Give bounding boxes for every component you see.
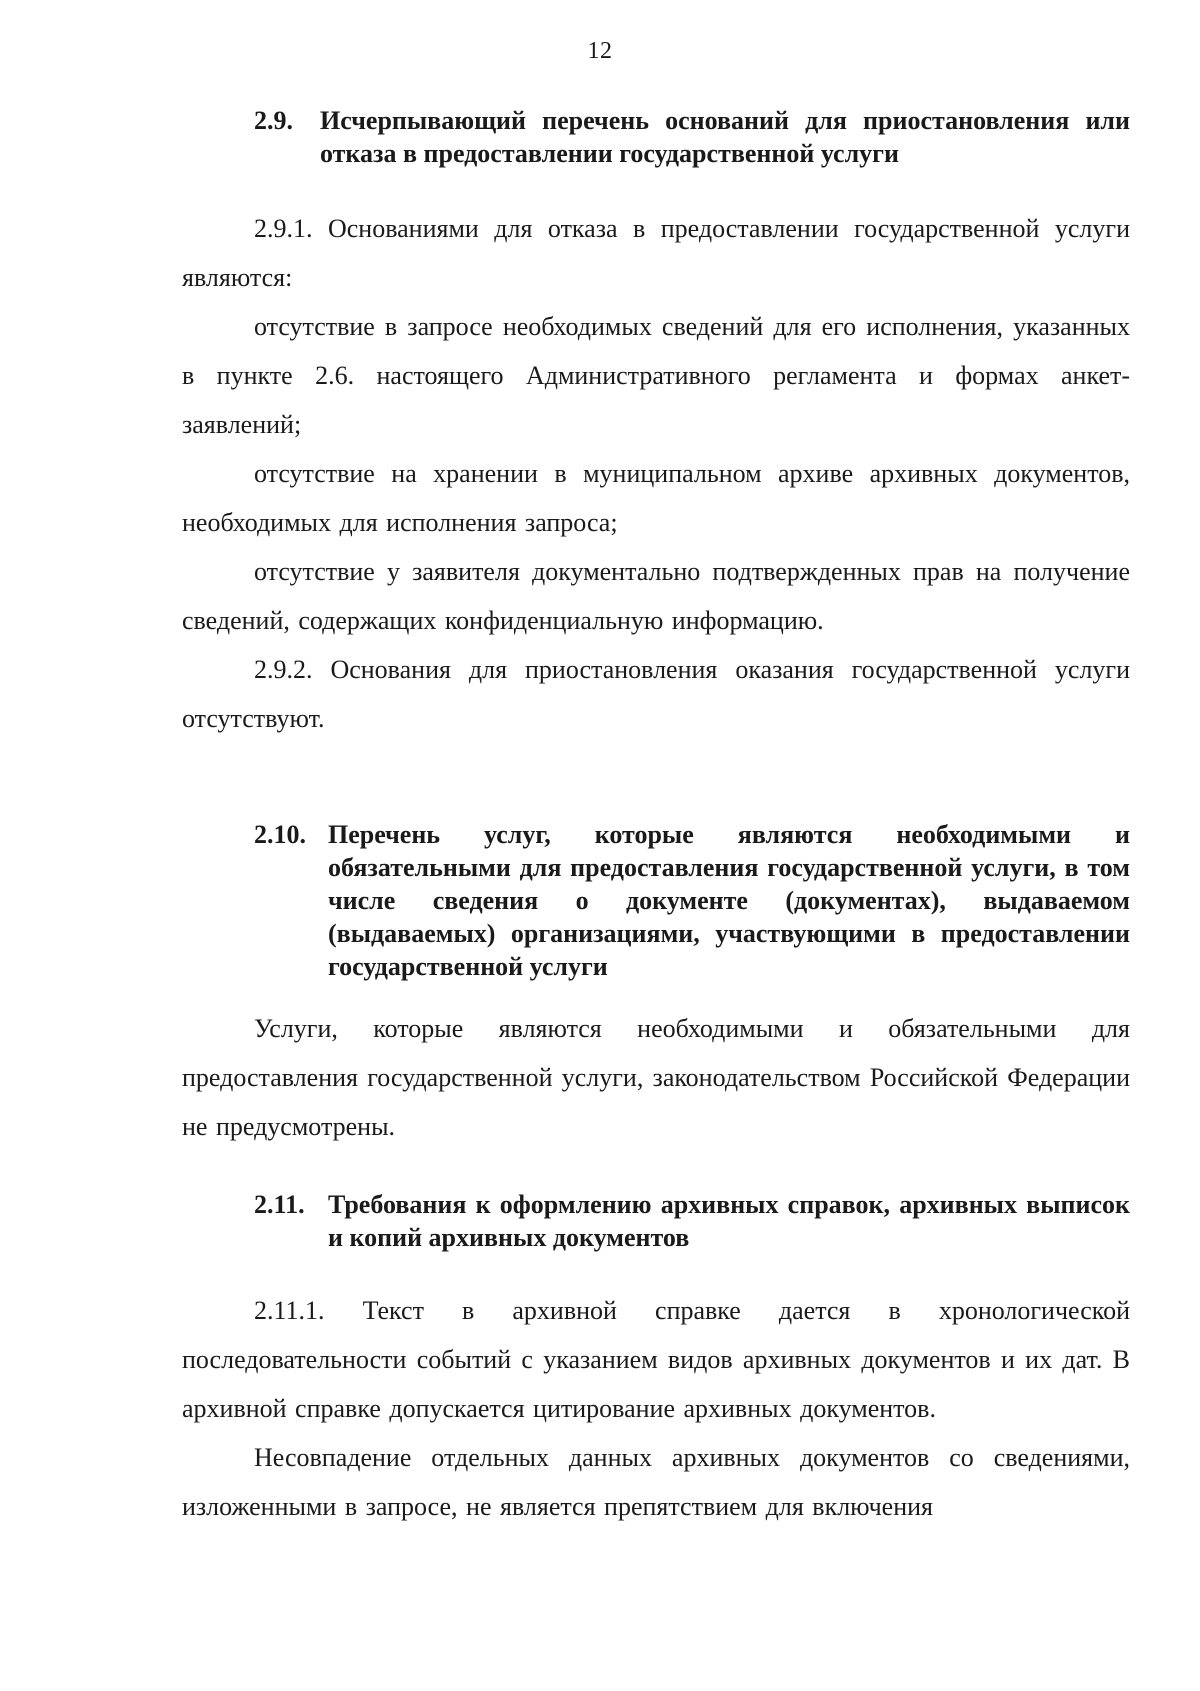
section-title: Перечень услуг, которые являются необходимыми и обязательными для предоставления государственной услуги, в том числе сведения о документе (документах), выдаваемом (выдаваемых) организациями, участвующими в предоставлении государственной услуги [328,820,1130,981]
section-2-11-body [182,1286,1130,1531]
section-heading [182,818,1130,983]
section-title: Исчерпывающий перечень оснований для приостановления или отказа в предоставлении государственной услуги [320,106,1130,168]
paragraph: 2.9.1. Основаниями для отказа в предоставлении государственной услуги являются: [182,214,1130,292]
section-2-9-body [182,204,1130,743]
paragraph: Услуги, которые являются необходимыми и обязательными для предоставления государственной услуги, законодательством Российской Федерации не предусмотрены. [182,1014,1130,1141]
section-heading [182,104,1130,170]
section-2-11 [182,1188,1130,1254]
paragraph: отсутствие в запросе необходимых сведений для его исполнения, указанных в пункте 2.6. настоящего Административного регламента и формах анкет-заявлений; [182,312,1130,439]
paragraph: отсутствие на хранении в муниципальном архиве архивных документов, необходимых для исполнения запроса; [182,459,1130,537]
section-number: 2.10. [254,820,306,849]
section-heading [182,1188,1130,1254]
section-2-10 [182,818,1130,983]
paragraph: 2.9.2. Основания для приостановления оказания государственной услуги отсутствуют. [182,655,1130,733]
paragraph: Несовпадение отдельных данных архивных документов со сведениями, изложенными в запросе, не является препятствием для включения [182,1443,1130,1521]
page-number: 12 [587,38,613,64]
paragraph: отсутствие у заявителя документально подтвержденных прав на получение сведений, содержащих конфиденциальную информацию. [182,557,1130,635]
section-number: 2.11. [254,1190,305,1219]
section-title: Требования к оформлению архивных справок, архивных выписок и копий архивных документов [328,1190,1130,1252]
section-number: 2.9. [254,106,293,135]
section-2-9 [182,104,1130,170]
paragraph: 2.11.1. Текст в архивной справке дается в хронологической последовательности событий с указанием видов архивных документов и их дат. В архивной справке допускается цитирование архивных документов. [182,1296,1130,1423]
section-2-10-body [182,1004,1130,1151]
